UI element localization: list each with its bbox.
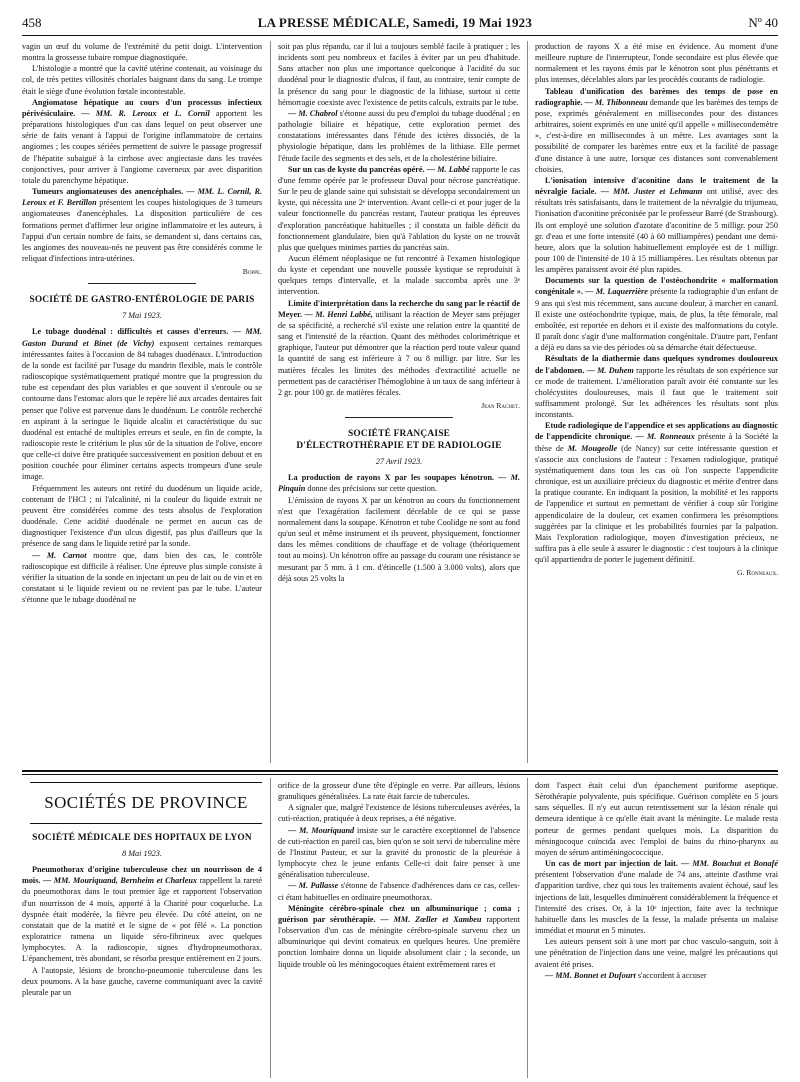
article-baremes [535,86,778,175]
paragraph: Aucun élément néoplasique ne fut rencontré à l'examen histologique du kyste et cependant une nouvelle poussée kystique se reproduisit à quelques temps d'intervalle, et la malade succomba après une 3ᵉ intervention. [278,253,520,297]
section-rule [22,774,778,775]
article-body: demande que les barèmes des temps de pose, exprimés généralement en millisecondes pour des distances arbitraires, soient exprimés en une unité qu'il appelle « millisecondemètre », c'est-à-dire en millisecondes à un mètre. Les avantages sont la possibilité de comparer les barèmes entre eux et la facilité de passage d'une distance à une autre, lorsque ces distances sont convenablement choisies. [535,97,778,174]
paragraph: A l'autopsie, lésions de broncho-pneumonie tuberculeuse dans les deux poumons. A la base gauche, caverne communiquant avec la cavité pleurale par un [22,965,262,997]
column-6 [535,780,778,1078]
article-title: Méningite cérébro-spinale chez un albuminurique ; coma ; guérison par sérothérapie. [278,903,520,924]
page-number: 458 [22,15,42,30]
column-rule [270,41,271,763]
section-title [278,428,520,452]
article-title: L'ionisation intensive d'aconitine dans le traitement de la névralgie faciale. [535,175,778,197]
paragraph [278,880,520,902]
column-rule [270,778,271,1078]
article-body: rapporte le cas d'une femme opérée par le professeur Duval pour nécrose pancréatique. Sur le peu de glande saine qui subsistait se développa secondairement un kyste, qui nécessita une 2ᵉ intervention. Avant celle-ci et pour juger de la valeur fonctionnelle du pancréas restant, l'auteur pratiqua les épreuves d'exploration pancréatique habituelles ; il constata un faible déficit du fonctionnement glandulaire, bien qu'à l'ablation du kyste on ne trouvât plus que quelques minimes parties du pancréas sain. [278,164,520,252]
section-title: SOCIÉTÉ DE GASTRO-ENTÉROLOGIE DE PARIS [29,295,255,306]
article-authors: — M. Carnot [32,550,87,560]
issue-number: Nº 40 [748,15,778,30]
article-authors: — MM. Bouchut et Bonafé [681,859,778,869]
article-authors: — M. Pinquin [278,473,520,494]
article-authors: — M. Thibonneau [584,97,648,107]
paragraph: L'histologie a montré que la cavité utérine contenait, au voisinage du col, de très petites villosités choriales baignant dans du sang. Le trompe était le siège d'une évolution fœtale incontestable. [22,64,262,96]
article-body: présentent les coupes histologiques de 3 tumeurs angiomateuses d'anencéphales. La disposition particulière de ces formations permet d'affirmer leur origine inflammatoire et les auteurs, à l'appui d'un certain nombre de faits, se demandent si, dans certains cas, les angiomes des nouveau-nés ne peuvent pas être considérés comme le reliquat d'infections intra-utérines. [22,198,262,263]
paragraph: production de rayons X a été mise en évidence. Au moment d'une meilleure rupture de l'interrupteur, l'onde secondaire est plus élevée que normalement et les rayons émis par le kénotron sont plus pénétrants et plus intenses, décelables alors par les procédés courants de radiologie. [535,42,778,85]
column-2 [278,41,520,763]
article-authors: — MM. R. Leroux et L. Cornil [81,108,210,118]
article-body: présentent l'observation d'une malade de 74 ans, atteinte d'asthme vrai d'apparition tardive, chez qui tous les traitements avaient échoué, sauf les injections de lait, lesquelles diminuèrent considérablement la fréquence et l'intensité des crises. Or, à la 10ᵉ injection, faite avec la technique habituelle dans les muscles de la fesse, la malade présenta un malaise immédiat et mourut en 5 minutes. [535,870,778,936]
paragraph [22,550,262,606]
article-title: Etude radiologique de l'appendice et ses applications au diagnostic de l'appendicite chronique. [535,421,778,442]
article-authors: — MM. Zœller et Xambeu [380,914,482,924]
article-title: Pneumothorax d'origine tuberculeuse chez un nourrisson de 4 mois. [22,865,262,886]
paragraph: soit pas plus répandu, car il lui a toujours semblé facile à pratiquer ; les incidents sont peu nombreux et faciles à éviter par un peu d'habitude. Sans attacher non plus une importance quelconque à l'acidité du suc duodénal pour le diagnostic d'ulcus, il faut, au contraire, tenir compte de la présence du sang pour le diagnostic de la lithiase, surtout si cette hémorragie coexiste avec l'existence de petits calculs, extraits par le tube. [278,42,520,107]
article-authors: — M. Duhem [586,365,634,375]
article-body: insiste sur le caractère exceptionnel de l'absence de cuti-réaction en pareil cas, bien qu'on se soit servi de tuberculine mère de l'Institut Pasteur, et sur la gravité du pronostic de la pleurésie à lymphocyte chez le jeune enfants Celle-ci doit faire penser à une généralisation tuberculeuse. [278,825,520,880]
journal-title: LA PRESSE MÉDICALE, Samedi, 19 Mai 1923 [257,15,533,30]
article-title: Sur un cas de kyste du pancréas opéré. [288,164,425,174]
column-5 [278,780,520,1078]
column-rule [527,778,528,1078]
paragraph [278,108,520,164]
paragraph [278,825,520,881]
article-authors: — MM. Bonnet et Dufourt [545,970,636,980]
article-tubage [22,326,262,482]
article-title: Résultats de la diathermie dans quelques syndromes douloureux de l'abdomen. [535,354,778,375]
signature: Boppe. [242,267,262,277]
paragraph: A signaler que, malgré l'existence de lésions tuberculeuses avérées, la cuti-réaction, pratiquée à deux reprises, a été négative. [278,803,520,824]
article-title: Tableau d'unification des barèmes des temps de pose en radiographie. [535,86,778,107]
article-authors: M. Mougeolle [567,443,618,453]
article-body: présente à la Société la thèse de [535,432,778,453]
section-date: 7 Mai 1923. [122,311,162,321]
section-title-line-2: D'ÉLECTROTHÉRAPIE ET DE RADIOLOGIE [296,441,502,452]
article-body: (de Nancy) sur cette intéressante question et s'associe aux conclusions de l'auteur : l'examen radiologique, pratiqué systématiquement dans tous les cas où l'on suspecte l'appendicite chronique, est un auxiliaire précieux du diagnostic et mérite d'entrer dans la pratique courante. En indiquant la position, la mobilité et les rapports de l'appendice et surtout en permettant de vérifier à coup sûr l'origine appendiculaire de la douleur, cet examen confirmera les présomptions suggérées par la clinique et les probabilités fournies par la palpation. Mais l'exploration radiologique, moyen d'investigation précieux, ne suffira pas à elle seule à assurer le diagnostic : c'est toujours à la clinique qu'il appartiendra de porter le jugement définitif. [535,443,778,565]
article-ionisation [535,175,778,275]
article-body: présente la radiographie d'un enfant de 9 ans qui s'est mis récemment, sans aucune douleur, à marcher en canard. Il existe une ostéochondrite typique, mais, de plus, la tête fémorale, mal emboîtée, est reportée en dehors et il existe des malformations du cotyle. Il paraît donc s'agir d'une malformation congénitale. D'autre part, l'enfant a déjà eu dans sa vie des périodes où sa démarche était défectueuse. [535,287,778,353]
article-body: s'étonne aussi du peu d'emploi du tubage duodénal ; en pathologie biliaire et hépatique, cette exploration permet des constatations intéressantes dans l'étude des ictères dissociés, de la physiologie hépatique, dans les problèmes de la lithiase. Elle permet l'étude facile des segments et des sels, et de la cholestérine biliaire. [278,108,520,163]
section-rule [22,770,778,772]
paragraph: L'émission de rayons X par un kénotron au cours du fonctionnement n'est que l'exagération facilement décelable de ce qui se passe normalement dans la soupape. Kénotron et tube Coolidge ne sont au fond qu'un seul et même instrument et ils peuvent, physiquement, fonctionner dans les mêmes conditions de chauffage et de voltage (théoriquement tout au moins). Un kénotron offre au passage du courant une résistance se mesurant par 5 mm. à 1 cm. d'étincelle (1.500 à 3.000 volts), alors que déjà sous 25 volts la [278,495,520,583]
article-osteochondrite [535,275,778,353]
article-body: montre que, dans bien des cas, le contrôle radioscopique est difficile à réaliser. Une épreuve plus simple consiste à vérifier la situation de la sonde en injectant un peu de lait ou de vin et en constatant si le liquide revient ou ne revient pas par le tube. L'auteur s'étonne que le tubage duodénal ne [22,550,262,605]
article-authors: — MM. Gaston Durand et Binet (de Vichy) [22,327,262,348]
column-3 [535,41,778,763]
article-authors: — M. Pallasse [288,881,339,891]
article-body: exposent certaines remarques intéressantes faites à l'occasion de 84 tubages duodénaux. L'introduction de la sonde est facilité par l'usage du mandrin flexible, mais le contrôle radioscopique systématiquement pratiqué montre que la progression du tube est cependant des plus variables et que souvent il s'enroule ou se contourne dans l'estomac alors que le repère lié aux arcades dentaires fait penser que l'olive est parvenue dans le duodénum. Le contrôle recherché en aspirant à la seringue le liquide alcalin et caractéristique du suc duodénal est entaché de multiples erreurs et seule, en fin de compte, la radioscopie reste le critérium le plus sûr de la situation de l'olive, encore que celle-ci doive être pratiquée successivement en position debout et en position couchée pour éliminer certains aspects trompeurs d'une seule image. [22,338,262,482]
article-kenotron [278,472,520,494]
article-body: rapportent l'observation d'un cas de méningite cérébro-spinale survenu chez un albuminurique qui devint comateux en quelques heures. Une première ponction lombaire donna un liquide absolument clair ; la seconde, un liquide trouble où les méningocoques étaient extrêmement rares et [278,914,520,969]
article-title: Angiomatose hépatique au cours d'un processus infectieux périvésiculaire. [22,97,262,118]
column-1 [22,41,262,763]
article-injection-lait [535,858,778,936]
paragraph: vagin un œuf du volume de l'extrémité du petit doigt. L'intervention montra la grossesse tubaire rompue diagnostiquée. [22,42,262,63]
signature: Jean Rachet. [481,401,520,410]
article-title: Limite d'interprétation dans la recherche du sang par le réactif de Meyer. [278,298,520,319]
section-date: 27 Avril 1923. [375,457,423,467]
column-4 [22,828,262,1078]
banner-societes-de-province: SOCIÉTÉS DE PROVINCE [30,782,262,824]
article-authors: — M. Henri Labbé, [304,309,373,319]
article-body: s'étonne de l'absence d'adhérences dans ce cas, celles-ci étant habituelles en ordinaire pneumothorax. [278,881,520,902]
article-body: rapporte les résultats de son expérience sur ce mode de traitement. L'amélioration paraît avoir été constante sur les cholécystites douloureuses, mais il faut que le traitement soit suffisamment prolongé. Sur les adhérences les résultats sont plus inconstants. [535,365,778,420]
article-body: apportent les préparations histologiques d'un cas dans lequel on peut observer une série de faits venant à l'appui de l'origine inflammatoire de certains angiomes ; les coupes sériées permettent de suivre le passage progressif de l'hépatite subaiguë à la cirrhose avec angiectasie dans les travées conjonctives, pour arriver à l'angiome caverneux par avec disparition totale du parenchyme hépatique. [22,108,262,185]
article-body: s'accordent à accuser [635,970,707,980]
signature: G. Ronneaux. [737,568,778,578]
article-tumeurs [22,186,262,264]
article-kyste [278,164,520,253]
article-meyer [278,298,520,398]
section-title: SOCIÉTÉ MÉDICALE DES HOPITAUX DE LYON [32,833,252,843]
article-title: Un cas de mort par injection de lait. [545,859,678,869]
divider [345,417,454,418]
article-title: Tumeurs angiomateuses des anencéphales. [32,187,184,197]
paragraph: Fréquemment les auteurs ont retiré du duodénum un liquide acide, contenant de l'HCl ; ni l'alcalinité, ni la couleur du liquide extrait ne peuvent être considérées comme des tests absolus de l'exploration duodénale. Cette acidité duodénale ne permet en aucun cas de diagnostiquer l'existence d'un ulcus digestif, pas plus d'ailleurs que la présence de sang dans le liquide retiré par la sonde. [22,483,262,549]
article-authors: — M. Chabrol [288,108,338,118]
article-body: rappellent la rareté du pneumothorax dans le tout premier âge et rapportent l'observation d'un nourrisson de 4 mois, apporté à la Charité pour coqueluche. La dyspnée était modérée, la fièvre peu élevée. Du côté atteint, on ne constatait que de la matité et le signe de « pot fêlé ». La ponction exploratrice ramena un liquide séro-fibrineux avec quelques lymphocytes. A la radioscopie, signes d'hydropneumothorax. L'épanchement, très abondant, se résorba presque entièrement en 2 jours. [22,876,262,964]
article-meningite [278,903,520,970]
article-authors: — M. Labbé [426,164,470,174]
article-pneumothorax [22,864,262,964]
paragraph [535,970,778,981]
article-authors: — M. Mouriquand [288,825,355,835]
article-authors: — MM. Juster et Lehmann [600,187,703,197]
article-diathermie [535,353,778,420]
divider [88,283,196,284]
article-title: La production de rayons X par les soupapes kénotron. [288,473,495,483]
article-title: Documents sur la question de l'ostéochondrite « malformation congénitale ». [535,276,778,297]
column-rule [527,41,528,763]
article-authors: — M. Ronneaux [635,432,695,442]
article-angiomatose [22,97,262,186]
section-title-line-1: SOCIÉTÉ FRANÇAISE [347,429,451,440]
article-title: Le tubage duodénal : difficultés et causes d'erreurs. [32,327,229,337]
article-authors: — MM. Mouriquand, Bernheim et Charleux [43,876,197,886]
article-authors: — M. Laquerrière [585,287,648,297]
article-appendice [535,420,778,565]
article-authors: — MM. L. Cornil, R. Leroux et F. Bertillon [22,187,262,208]
page-header [22,11,778,36]
article-body: donne des précisions sur cette question. [305,484,437,494]
section-date: 8 Mai 1923. [122,849,162,858]
paragraph: orifice de la grosseur d'une tête d'épingle en verre. Par ailleurs, lésions granuliques généralisées. La rate était farcie de tubercules. [278,781,520,802]
article-body: ont utilisé, avec des résultats très satisfaisants, dans le traitement de la névralgie du trijumeau, l'ionisation d'aconitine préconisée par le professeur Barré (de Strasbourg). Ils ont employé une solution d'azotate d'aconitine de 5 milligr. pour 250 gr. d'eau et une forte intensité (40 à 60 milliampères) pendant une demi-heure, alors que la solution habituellement employée est de 1 milligr. pour 100 de l'intensité de 10 à 15 milliampères. Les résultats obtenus par les ampères paraissent avoir été plus rapides. [535,187,778,275]
paragraph: Les auteurs pensent soit à une mort par choc vasculo-sanguin, soit à une pénétration de l'injection dans une veine, malgré les précautions qui avaient été prises. [535,937,778,969]
paragraph: dont l'aspect était celui d'un épanchement puriforme aseptique. Sérothérapie polyvalente, puis spécifique. Guérison complète en 5 jours sans séquelles. Il n'y eut aucun retentissement sur la lésion rénale qui demeura identique à ce qu'elle était avant la méningite. Le malade resta porteur de germes pendant quelques mois. La disparition du méningocoque coïncida avec l'emploi de bains du rhino-pharynx au moyen de sérum antiméningococcique. [535,781,778,857]
article-body: utilisant la réaction de Meyer sans préjuger de sa spécificité, a recherché s'il existe une relation entre la quantité de sang et l'intensité de la réaction. Quant des méthodes colorimétrique et graphique, l'auteur put démontrer que la réaction perd toute valeur quand la quantité de sang est inférieure à 7 ou 8 milligr. par litre. Sur les matières fécales les limites des méthodes d'extractilité actuelle ne permettent pas de caractériser l'hémoglobine à un taux de sang inférieur à 2 gr. pour 100 gr. de matières fécales. [278,309,520,397]
